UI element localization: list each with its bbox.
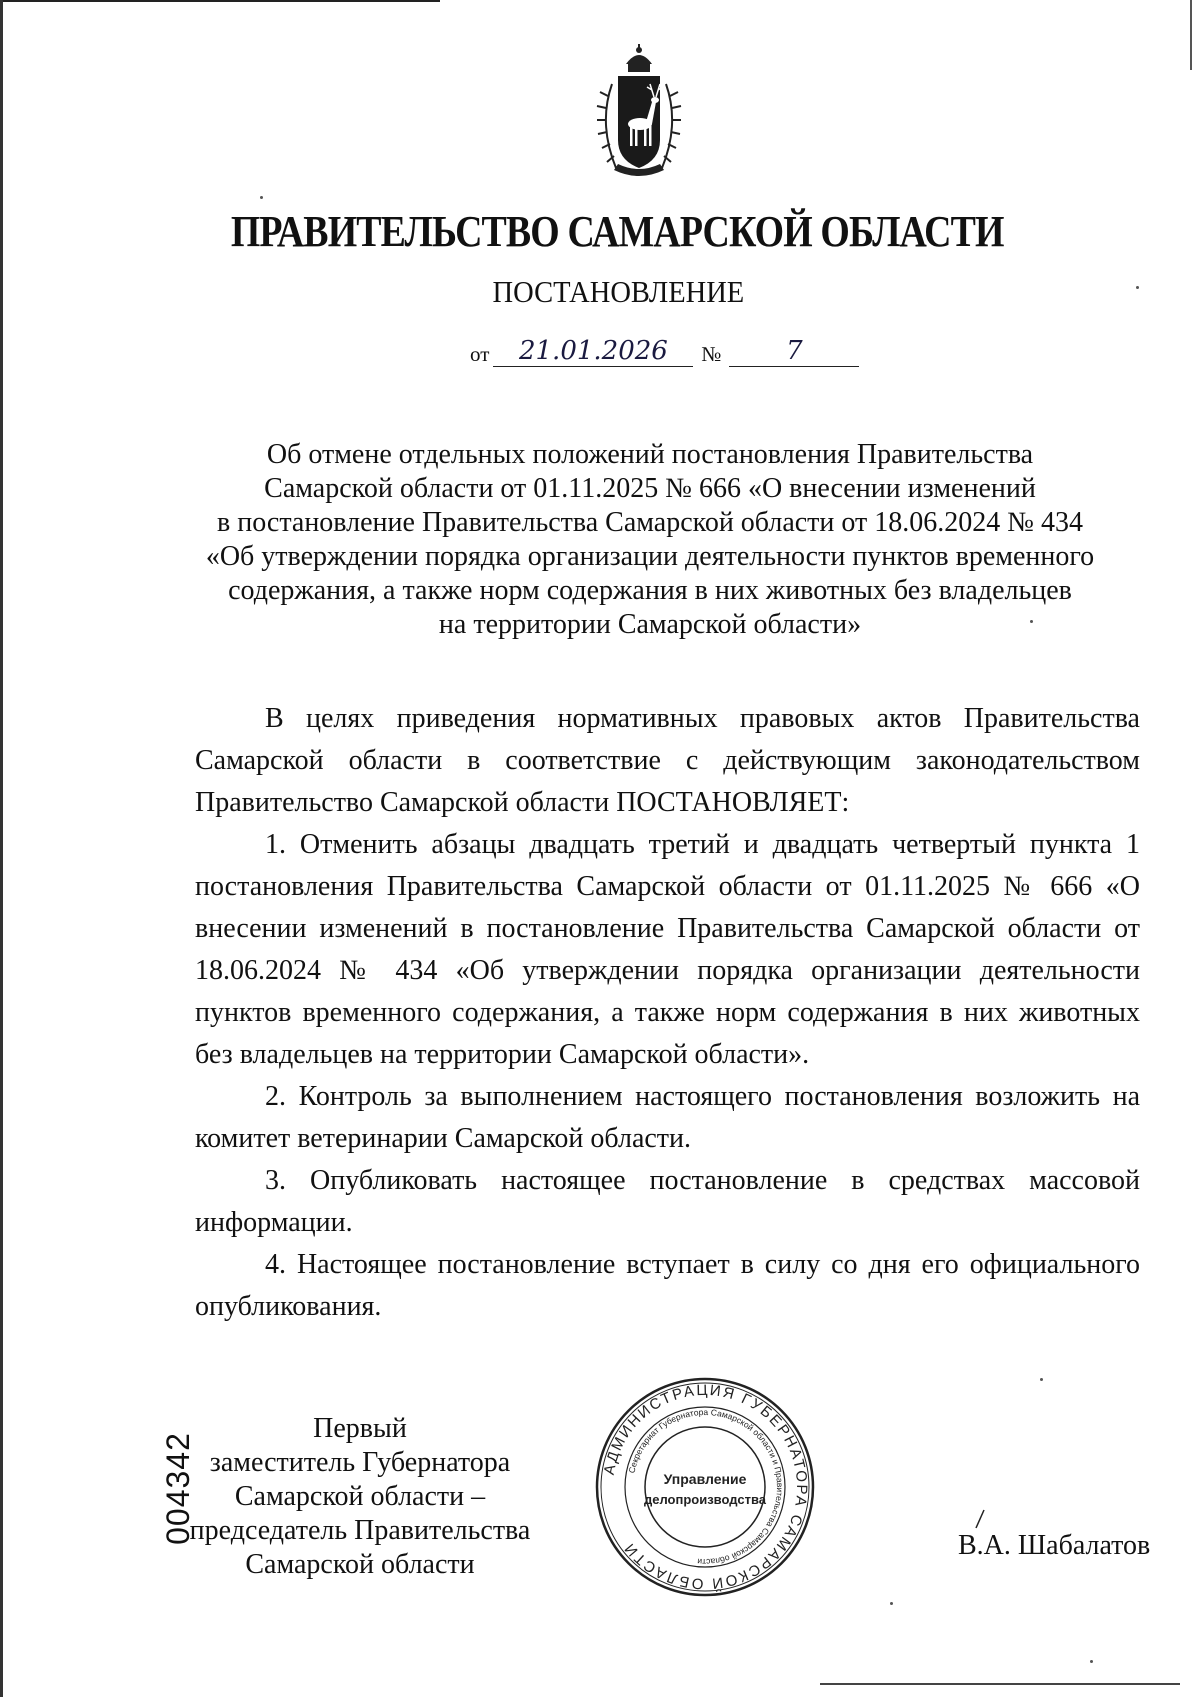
- official-stamp: [590, 1372, 820, 1602]
- scan-speck: [1136, 286, 1139, 289]
- scan-speck: [890, 1602, 893, 1605]
- document-type: ПОСТАНОВЛЕНИЕ: [492, 274, 745, 309]
- stamp-outer-text: АДМИНИСТРАЦИЯ ГУБЕРНАТОРА САМАРСКОЙ ОБЛАСТИ: [600, 1381, 811, 1593]
- date-prefix: от: [470, 342, 490, 366]
- preamble-paragraph: В целях приведения нормативных правовых актов Правительства Самарской области в соответствие с действующим законодательством Правительство Самарской области ПОСТАНОВЛЯЕТ:: [195, 703, 1140, 818]
- subject-line: Об отмене отдельных положений постановления Правительства: [266, 439, 1034, 470]
- date-number-line: [470, 336, 859, 367]
- signer-position: [180, 1412, 540, 1582]
- item-paragraph: 2. Контроль за выполнением настоящего постановления возложить на комитет ветеринарии Самарской области.: [195, 1081, 1140, 1154]
- scan-speck: [1040, 1378, 1043, 1381]
- number-prefix: №: [701, 342, 722, 366]
- page-edge-left: [0, 0, 3, 1697]
- scan-speck: [1030, 620, 1033, 623]
- page-edge-right: [1190, 0, 1192, 70]
- item-paragraph: 1. Отменить абзацы двадцать третий и двадцать четвертый пункта 1 постановления Правительства Самарской области от 01.11.2025 № 666 «О внесении изменений в постановление Правительства Самарской области от 18.06.2024 № 434 «Об утверждении порядка организации деятельности пунктов временного содержания, а также норм содержания в них животных без владельцев на территории Самарской области».: [195, 829, 1140, 1070]
- stamp-inner-ring-text: Секретариат Губернатора Самарской области и Правительства Самарской области: [626, 1406, 786, 1568]
- registration-number: 004342: [159, 1432, 196, 1545]
- subject-line: Самарской области от 01.11.2025 № 666 «О внесении изменений: [264, 473, 1036, 504]
- page-edge-bottom: [820, 1683, 1180, 1685]
- stamp-center-line2: делопроизводства: [643, 1492, 767, 1507]
- svg-text:Секретариат Губернатора Самарс: [626, 1407, 785, 1567]
- page-edge-top: [0, 0, 440, 2]
- document-number: 7: [729, 336, 859, 367]
- signer-position-line: председатель Правительства: [189, 1515, 531, 1546]
- signer-position-line: Самарской области: [245, 1549, 475, 1580]
- document-date: 21.01.2026: [493, 336, 693, 367]
- subject-line: в постановление Правительства Самарской области от 18.06.2024 № 434: [216, 507, 1083, 538]
- subject-line: содержания, а также норм содержания в них животных без владельцев: [228, 575, 1072, 606]
- scan-speck: [1090, 1660, 1093, 1663]
- item-paragraph: 3. Опубликовать настоящее постановление в средствах массовой информации.: [195, 1165, 1140, 1238]
- item-paragraph: 4. Настоящее постановление вступает в силу со дня его официального опубликования.: [195, 1249, 1140, 1322]
- document-body: [195, 698, 1140, 1328]
- subject-line: «Об утверждении порядка организации деятельности пунктов временного: [205, 541, 1095, 572]
- scan-speck: [260, 196, 263, 199]
- subject-line: на территории Самарской области»: [438, 609, 862, 640]
- signer-position-line: Первый: [313, 1413, 407, 1444]
- stamp-center-line1: Управление: [663, 1471, 747, 1487]
- signer-name: В.А. Шабалатов: [958, 1530, 1151, 1561]
- signer-position-line: Самарской области –: [234, 1481, 486, 1512]
- organization-title: ПРАВИТЕЛЬСТВО САМАРСКОЙ ОБЛАСТИ: [230, 207, 1004, 256]
- signer-position-line: заместитель Губернатора: [209, 1447, 511, 1478]
- samara-region-coat-of-arms-icon: [594, 44, 684, 182]
- signature-mark: [972, 1508, 988, 1530]
- document-subject: [190, 438, 1110, 642]
